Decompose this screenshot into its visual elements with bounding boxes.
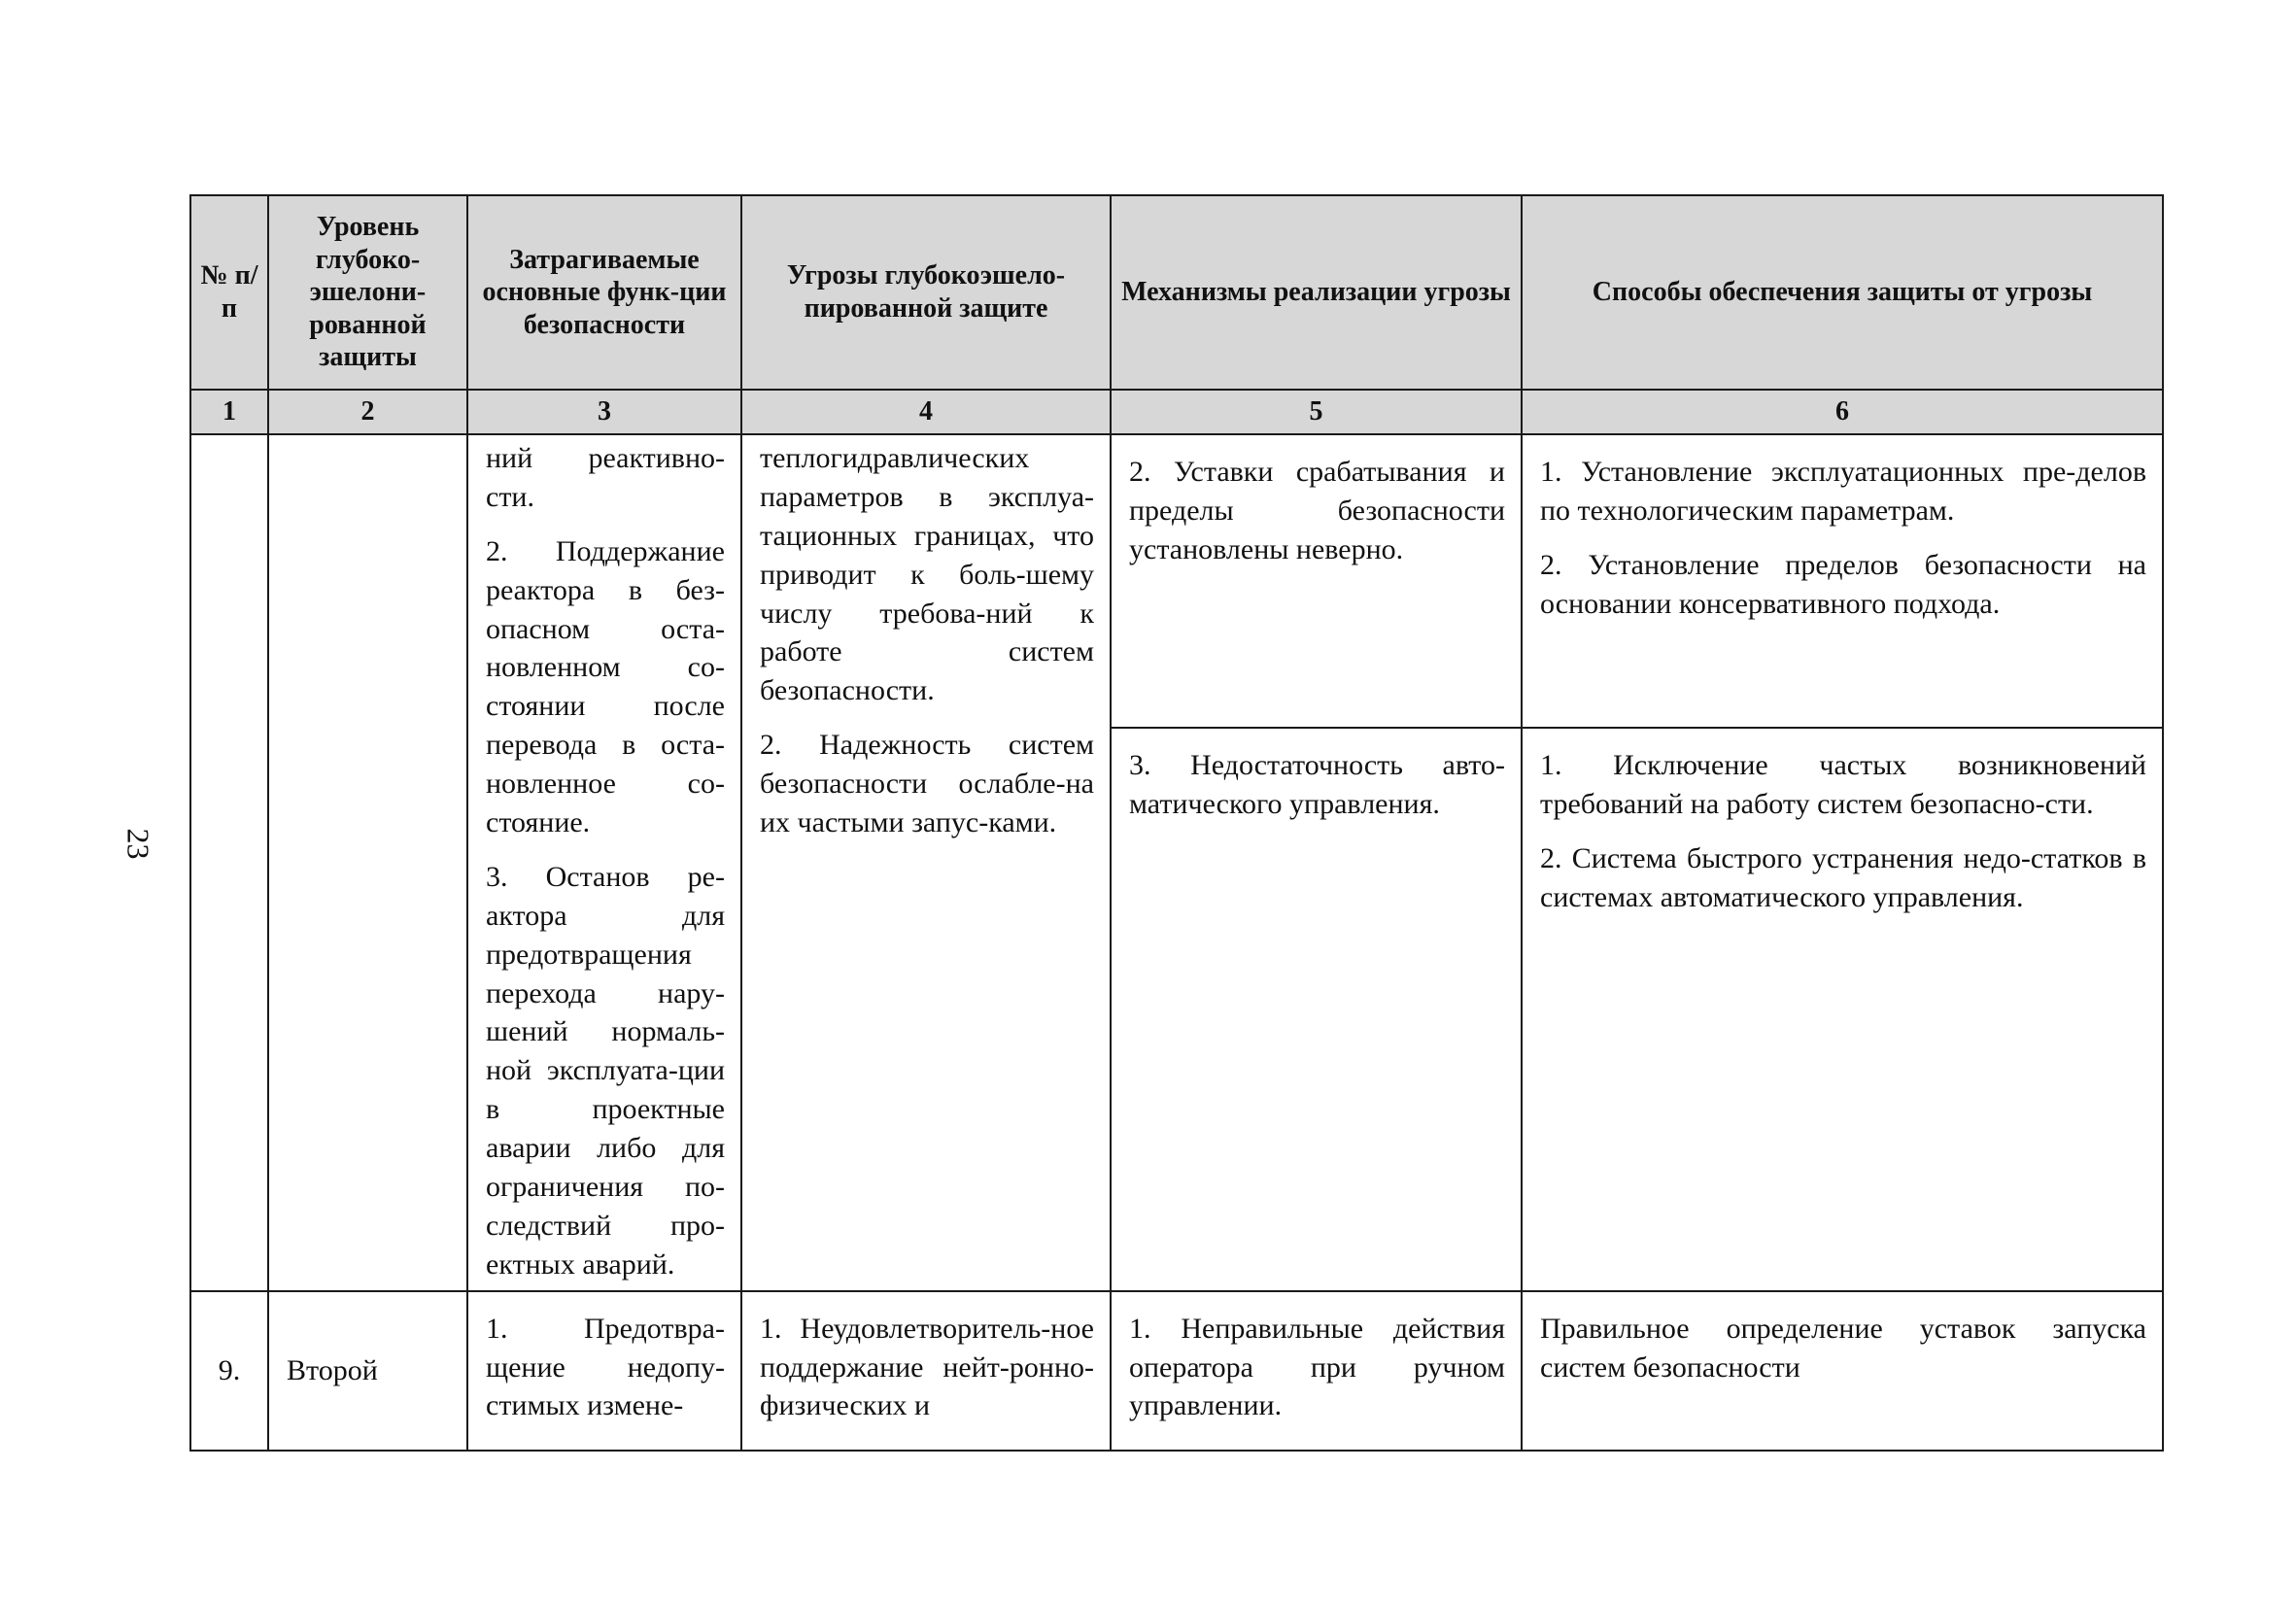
header-threats: Угрозы глубокоэшело-пированной защите <box>741 195 1111 390</box>
mechanism-item: 3. Недостаточность авто-матического управления. <box>1129 749 1505 821</box>
method-item: 1. Установление эксплуатационных пре-делов по технологическим параметрам. <box>1540 456 2146 527</box>
threats-cell <box>741 434 1111 1291</box>
row-number <box>190 434 268 1291</box>
header-functions: Затрагиваемые основные функ-ции безопасности <box>467 195 741 390</box>
threat-item: 2. Надежность систем безопасности ослабле-на их частыми запус-ками. <box>760 729 1094 839</box>
header-mechanisms: Механизмы реализации угрозы <box>1111 195 1522 390</box>
row-number: 9. <box>190 1291 268 1451</box>
safety-table <box>189 194 2164 1452</box>
method-item: 2. Установление пределов безопасности на основании консервативного подхода. <box>1540 548 2146 620</box>
row-level <box>268 434 467 1291</box>
mechanism-item: 1. Неправильные действия оператора при ручном управлении. <box>1111 1291 1522 1451</box>
method-item: 2. Система быстрого устранения недо-статков в системах автоматического управления. <box>1540 842 2146 914</box>
mechanism-cell <box>1111 434 1522 728</box>
column-number: 1 <box>190 390 268 434</box>
table-row <box>190 1291 2163 1451</box>
methods-cell <box>1522 434 2163 728</box>
function-item: 2. Поддержание реактора в без-опасном оста-новленном со-стоянии после перевода в оста-новленное со-стояние. <box>486 534 725 839</box>
mechanism-cell <box>1111 728 1522 1290</box>
column-number: 2 <box>268 390 467 434</box>
header-methods: Способы обеспечения защиты от угрозы <box>1522 195 2163 390</box>
header-row <box>190 195 2163 390</box>
page-number: 23 <box>120 828 156 860</box>
threat-item: теплогидравлических параметров в эксплуа-тационных границах, что приводит к боль-шему числу требова-ний к работе систем безопасности. <box>760 442 1094 707</box>
method-item: 1. Исключение частых возникновений требований на работу систем безопасно-сти. <box>1540 749 2146 821</box>
column-number-row <box>190 390 2163 434</box>
header-level: Уровень глубоко-эшелони-рованной защиты <box>268 195 467 390</box>
function-item: 1. Предотвра-щение недопу-стимых измене- <box>467 1291 741 1451</box>
functions-cell <box>467 434 741 1291</box>
function-item: 3. Останов ре-актора для предотвращения перехода нару-шений нормаль-ной эксплуата-ции в проектные аварии либо для ограничения по-следствий про-ектных аварий. <box>486 860 725 1281</box>
mechanism-item: 2. Уставки срабатывания и пределы безопасности установлены неверно. <box>1129 456 1505 565</box>
threat-item: 1. Неудовлетворитель-ное поддержание нейт-ронно-физических и <box>741 1291 1111 1451</box>
method-item: Правильное определение уставок запуска систем безопасности <box>1522 1291 2163 1451</box>
table-row <box>190 434 2163 728</box>
function-item: ний реактивно-сти. <box>486 442 725 513</box>
column-number: 3 <box>467 390 741 434</box>
row-level: Второй <box>268 1291 467 1451</box>
header-num: № п/п <box>190 195 268 390</box>
column-number: 5 <box>1111 390 1522 434</box>
column-number: 6 <box>1522 390 2163 434</box>
column-number: 4 <box>741 390 1111 434</box>
methods-cell <box>1522 728 2163 1290</box>
